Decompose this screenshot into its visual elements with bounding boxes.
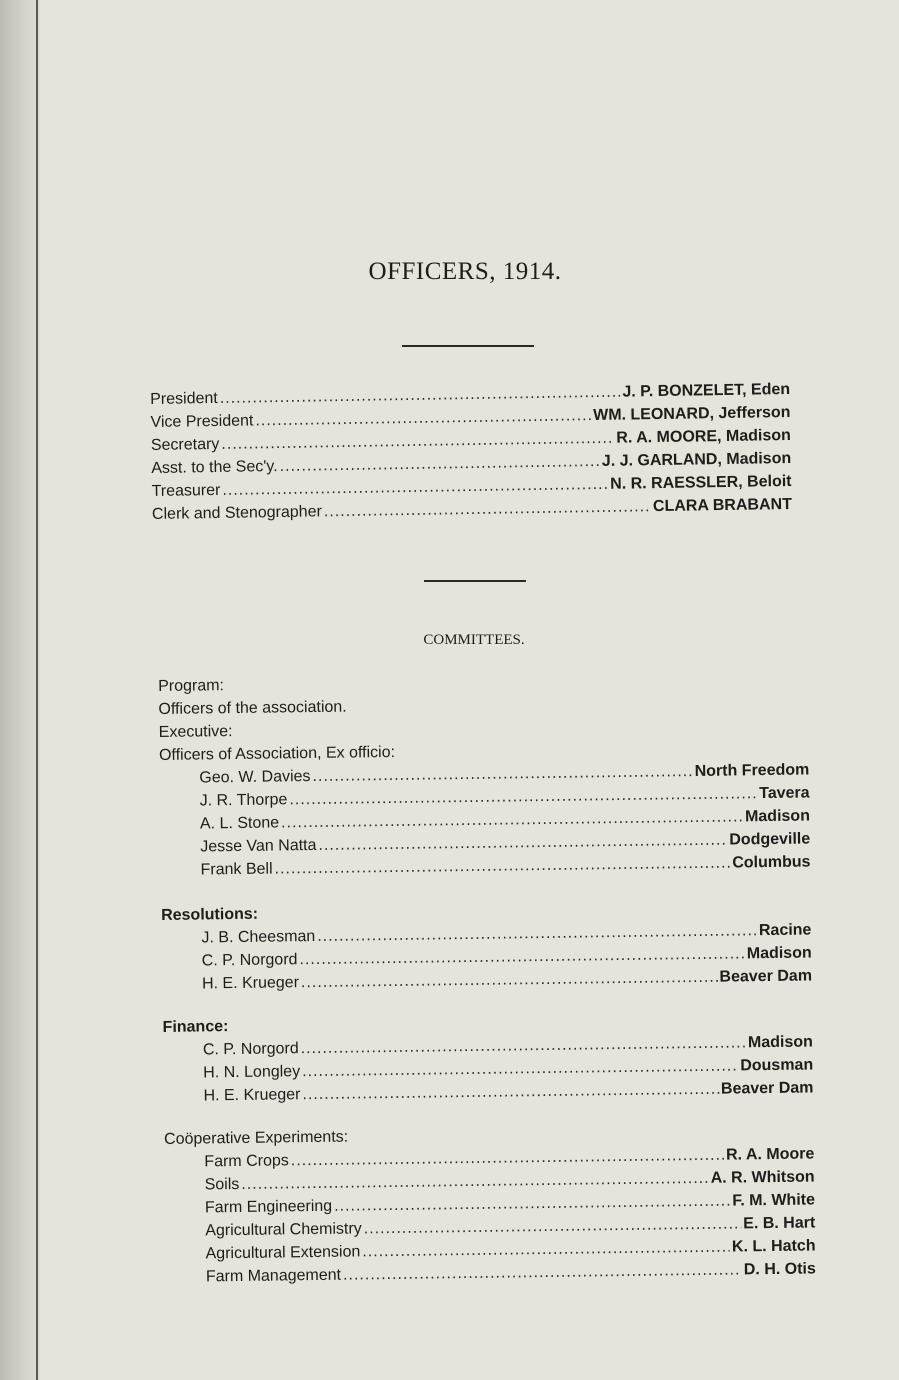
member-name: A. L. Stone xyxy=(199,814,280,833)
cooperative-heading: Coöperative Experiments: xyxy=(163,1128,349,1148)
member-place: D. H. Otis xyxy=(743,1260,816,1279)
member-place: Columbus xyxy=(732,853,811,872)
member-place: Madison xyxy=(747,1033,813,1052)
member-name: J. B. Cheesman xyxy=(201,927,316,947)
officer-name: J. J. GARLAND, Madison xyxy=(601,449,792,470)
member-name: Agricultural Extension xyxy=(205,1243,361,1263)
member-name: Jesse Van Natta xyxy=(200,836,317,856)
program-heading: Program: xyxy=(158,677,225,695)
member-name: C. P. Norgord xyxy=(201,951,298,970)
book-spine-shadow xyxy=(0,0,40,1380)
member-place: Dousman xyxy=(740,1056,814,1075)
member-place: Racine xyxy=(758,921,812,940)
member-name: J. R. Thorpe xyxy=(199,791,288,810)
member-name: Geo. W. Davies xyxy=(199,768,311,787)
member-name: H. E. Krueger xyxy=(203,1086,301,1105)
officer-name: CLARA BRABANT xyxy=(652,495,793,516)
member-name: C. P. Norgord xyxy=(202,1040,299,1059)
section-rule xyxy=(424,580,526,582)
member-name: Farm Management xyxy=(205,1266,342,1286)
member-place: North Freedom xyxy=(694,761,810,780)
resolutions-heading: Resolutions: xyxy=(161,905,259,924)
member-place: E. B. Hart xyxy=(743,1214,816,1233)
officer-role: Clerk and Stenographer xyxy=(151,503,322,523)
leader-dots xyxy=(324,495,651,523)
member-place: Madison xyxy=(746,944,812,963)
officer-role: Asst. to the Sec'y. xyxy=(151,458,278,477)
member-name: Frank Bell xyxy=(200,860,273,879)
member-name: Farm Engineering xyxy=(204,1197,333,1217)
title-rule xyxy=(402,345,534,347)
officer-name: J. P. BONZELET, Eden xyxy=(622,380,791,401)
member-place: Tavera xyxy=(759,784,810,803)
program-text: Officers of the association. xyxy=(158,698,347,718)
member-name: Soils xyxy=(204,1175,240,1194)
binding-edge-line xyxy=(36,0,38,1380)
officer-role: Vice President xyxy=(150,412,254,431)
member-place: Beaver Dam xyxy=(719,967,813,986)
member-place: R. A. Moore xyxy=(725,1145,815,1164)
member-place: A. R. Whitson xyxy=(710,1168,815,1187)
member-place: Madison xyxy=(744,807,811,826)
officer-role: Secretary xyxy=(150,435,220,454)
executive-heading: Executive: xyxy=(158,723,233,741)
leader-dots xyxy=(343,1258,742,1286)
page-title: OFFICERS, 1914. xyxy=(368,258,562,285)
finance-heading: Finance: xyxy=(162,1018,229,1036)
member-place: K. L. Hatch xyxy=(731,1237,816,1256)
officer-role: Treasurer xyxy=(151,481,221,500)
member-place: F. M. White xyxy=(732,1191,816,1210)
committees-list xyxy=(158,666,816,1288)
member-place: Dodgeville xyxy=(729,830,811,849)
member-place: Beaver Dam xyxy=(720,1079,814,1098)
officer-name: R. A. MOORE, Madison xyxy=(616,426,791,447)
committees-heading: COMMITTEES. xyxy=(423,632,525,648)
officer-name: WM. LEONARD, Jefferson xyxy=(593,403,791,425)
member-name: Agricultural Chemistry xyxy=(205,1220,362,1240)
officer-role: President xyxy=(150,389,218,408)
officer-name: N. R. RAESSLER, Beloit xyxy=(610,472,792,493)
member-name: Farm Crops xyxy=(204,1152,289,1171)
member-name: H. E. Krueger xyxy=(201,974,300,993)
officers-list xyxy=(150,378,792,526)
executive-text: Officers of Association, Ex officio: xyxy=(158,743,396,764)
member-name: H. N. Longley xyxy=(203,1063,301,1082)
